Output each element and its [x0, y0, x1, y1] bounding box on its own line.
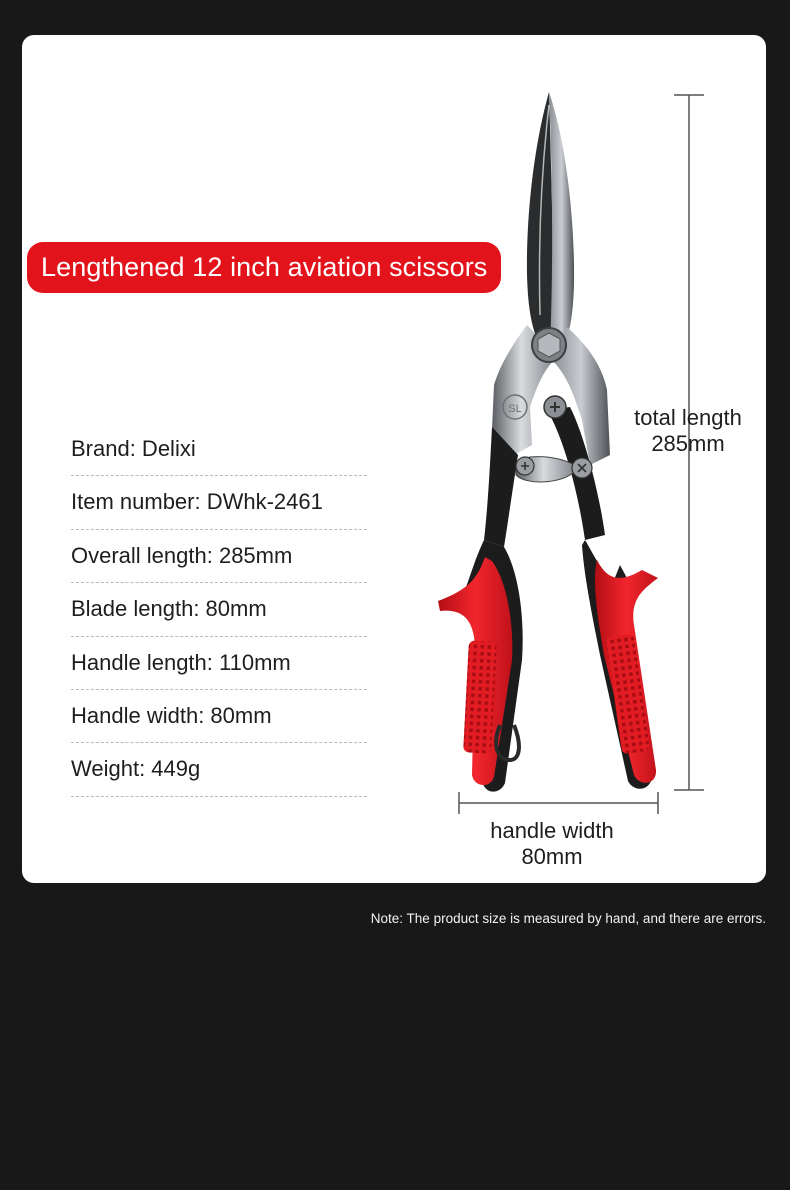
- measurement-note: Note: The product size is measured by hand, and there are errors.: [370, 911, 766, 926]
- total-length-label: [618, 405, 758, 457]
- handle-width-caption: handle width: [490, 818, 614, 843]
- logo-text: SL: [508, 403, 522, 415]
- handle-left-grip: [463, 640, 497, 753]
- handle-width-label: [477, 818, 627, 870]
- handle-width-value: 80mm: [521, 844, 583, 869]
- blade-right: [549, 92, 574, 347]
- total-length-caption: total length: [634, 405, 742, 430]
- total-length-value: 285mm: [651, 431, 725, 456]
- handle-width-dimension-line: [459, 792, 658, 814]
- spec-item-number: Item number: DWhk-2461: [71, 476, 367, 529]
- spec-overall-length: Overall length: 285mm: [71, 530, 367, 583]
- spec-weight: Weight: 449g: [71, 743, 367, 796]
- spec-handle-length: Handle length: 110mm: [71, 637, 367, 690]
- spec-list: [71, 423, 367, 797]
- spec-handle-width: Handle width: 80mm: [71, 690, 367, 743]
- product-card: [22, 35, 766, 883]
- spec-brand: Brand: Delixi: [71, 423, 367, 476]
- product-title-badge: Lengthened 12 inch aviation scissors: [27, 242, 501, 293]
- spec-blade-length: Blade length: 80mm: [71, 583, 367, 636]
